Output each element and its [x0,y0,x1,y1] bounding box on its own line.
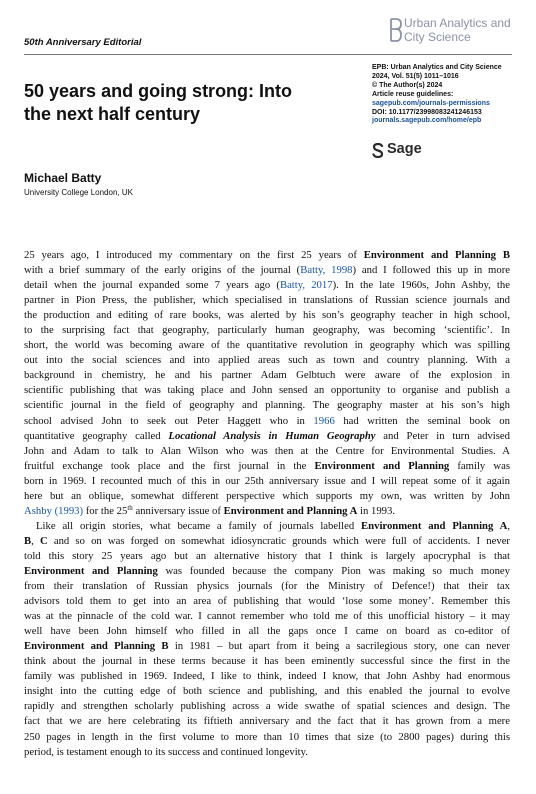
publisher-name: Sage [387,141,422,157]
text-run: school advised John to seek out Peter Haggett who in [24,414,314,427]
text-line: here but an oblique, somewhat different perspective which supports my own, was written by John [24,489,510,502]
article-meta [372,64,522,126]
journal-name: Environment and Planning A [223,504,358,517]
text-run: ). In the late 1960s, John Ashby, the [332,279,510,292]
meta-reuse-link[interactable]: sagepub.com/journals-permissions [372,99,490,107]
text-line: well have been John himself who filled in all the gaps once I came on board as co-editor of [24,625,510,638]
header-divider [24,54,512,55]
text-line: born in 1969. I recounted much of this in our 25th anniversary issue and I will repeat some of it again [24,474,510,487]
author-name: Michael Batty [24,171,102,185]
journal-logo[interactable] [389,16,519,48]
text-run: for the 25 [83,504,128,517]
text-line: background in chemistry, he and his partner Adam Gelbtuch were aware of the explosion in [24,369,510,382]
text-run: fruitful exchange took place and the first journal in the [24,459,315,472]
text-line [24,278,510,293]
text-run: in 1981 – but apart from it being a sacrilegious story, one can never [168,640,510,653]
text-line: 250 pages in length in the first volume to more than 10 times that size (to 2800 pages) during this [24,730,510,743]
citation-link[interactable]: Batty, 1998 [300,264,353,277]
meta-volume: 2024, Vol. 51(5) 1011–1016 [372,72,459,80]
citation-link[interactable]: Ashby (1993) [24,504,84,517]
meta-reuse-label: Article reuse guidelines: [372,90,454,98]
journal-logo-line1: Urban Analytics and [404,16,511,30]
article-title [24,80,364,126]
text-line: fact that we are here celebrating its fiftieth anniversary and the fact that it has grown from a mere [24,715,510,728]
sage-s-icon [372,143,384,158]
text-run: and Peter in turn advised [375,429,510,442]
journal-letter: C [39,534,48,547]
journal-letter: B [24,534,32,547]
text-line [24,414,510,429]
text-line: the production and editing of rare books, was alerted by his son’s geography teacher in high school, [24,309,510,322]
text-line: from their translation of Russian physics journals (for the Ministry of Defence!) that their tax [24,580,510,593]
citation-link[interactable]: 1966 [313,414,335,427]
text-run: , [507,519,510,532]
text-run: Like all origin stories, what became a family of journals labelled [36,519,362,532]
text-run: had written the seminal book on [334,414,510,427]
journal-logo-text [404,16,511,44]
text-line: John and Adam to talk to Alan Wilson who was then at the Centre for Environmental Studies. A [24,444,510,457]
paragraph-2 [24,519,510,760]
title-line1: 50 years and going strong: Into [24,81,293,101]
publisher-logo[interactable] [372,141,452,161]
text-line: short, the world was becoming aware of the quantitative revolution in geography which was spilling [24,339,510,352]
citation-link[interactable]: Batty, 2017 [279,279,333,292]
text-line [24,534,510,549]
text-run: was founded because the company Pion was making so much money [157,564,511,577]
text-line: think about the journal in these terms because it has been eminently successful since the first in the [24,655,510,668]
journal-logo-line2: City Science [404,30,471,44]
text-run: anniversary issue of [132,504,224,517]
text-run: quantitative geography called [24,429,169,442]
text-line: advisors told them to get into an area of publishing that would ‘lose some money’. Remember this [24,595,510,608]
meta-doi[interactable]: DOI: 10.1177/23998083241246153 [372,108,482,116]
text-run: and so on was forged on somewhat idiosyncratic grounds which were full of accidents. I never [47,534,510,547]
text-line: family was published in 1969. Indeed, I like to think, indeed I know, that John Ashby had enormous [24,670,510,683]
text-line: was at the pinnacle of the cold war. I cannot remember who told me of this unofficial history – it may [24,610,510,623]
text-line [24,504,510,519]
journal-name: Environment and Planning A [361,519,508,532]
text-run: family was [449,459,510,472]
text-run: , [31,534,40,547]
text-line: period, is testament enough to its success and continued longevity. [24,745,308,758]
text-run: ) and I followed this up in more [352,264,510,277]
title-line2: the next half century [24,104,201,124]
text-line [24,564,510,579]
text-line [24,639,510,654]
text-line: to the surprising fact that geography, particularly human geography, was becoming ‘scientific’. In [24,324,510,337]
text-line: out into the social sciences and into applied areas such as town and country planning. With a [24,354,510,367]
text-run: with a brief summary of the early origins of the journal ( [24,264,301,277]
text-line [24,519,510,534]
text-line [24,459,510,474]
text-run: in 1993. [357,504,396,517]
text-line: scientific publishing that was taking place and John sensed an opportunity to organise and publish a [24,384,510,397]
author-affiliation: University College London, UK [24,188,133,197]
text-line: scientific journal in the field of geography and planning. The geography master at his son’s high [24,399,510,412]
paragraph-1 [24,248,510,519]
journal-name: Environment and Planning [314,459,450,472]
section-label: 50th Anniversary Editorial [24,37,142,48]
text-line: insight into the cutting edge of both science and publishing, and this enabled the journal to evolve [24,685,510,698]
text-line [24,248,510,263]
journal-name: Environment and Planning [24,564,158,577]
journal-name: Environment and Planning B [363,249,510,261]
meta-journal-url[interactable]: journals.sagepub.com/home/epb [372,117,482,125]
text-run: 25 years ago, I introduced my commentary on the first 25 years of [24,249,364,261]
journal-name: Environment and Planning B [24,640,169,653]
book-title: Locational Analysis in Human Geography [168,429,376,442]
meta-copyright: © The Author(s) 2024 [372,81,443,89]
text-line [24,429,510,444]
text-run: detail when the journal expanded some 7 years ago ( [24,279,280,292]
article-body [24,248,510,760]
meta-journal: EPB: Urban Analytics and City Science [372,64,502,71]
text-line: told this story 25 years ago but an alternative history that I think is largely apocryphal is that [24,549,510,562]
text-line [24,263,510,278]
text-line: partner in Pion Press, the publisher, which specialised in translations of Russian science journals and [24,294,510,307]
superscript: th [127,503,133,512]
text-line: rapidly and strengthen scholarly publishing across a wide swathe of spatial sciences and design. The [24,700,510,713]
journal-b-logo-icon [389,17,403,43]
